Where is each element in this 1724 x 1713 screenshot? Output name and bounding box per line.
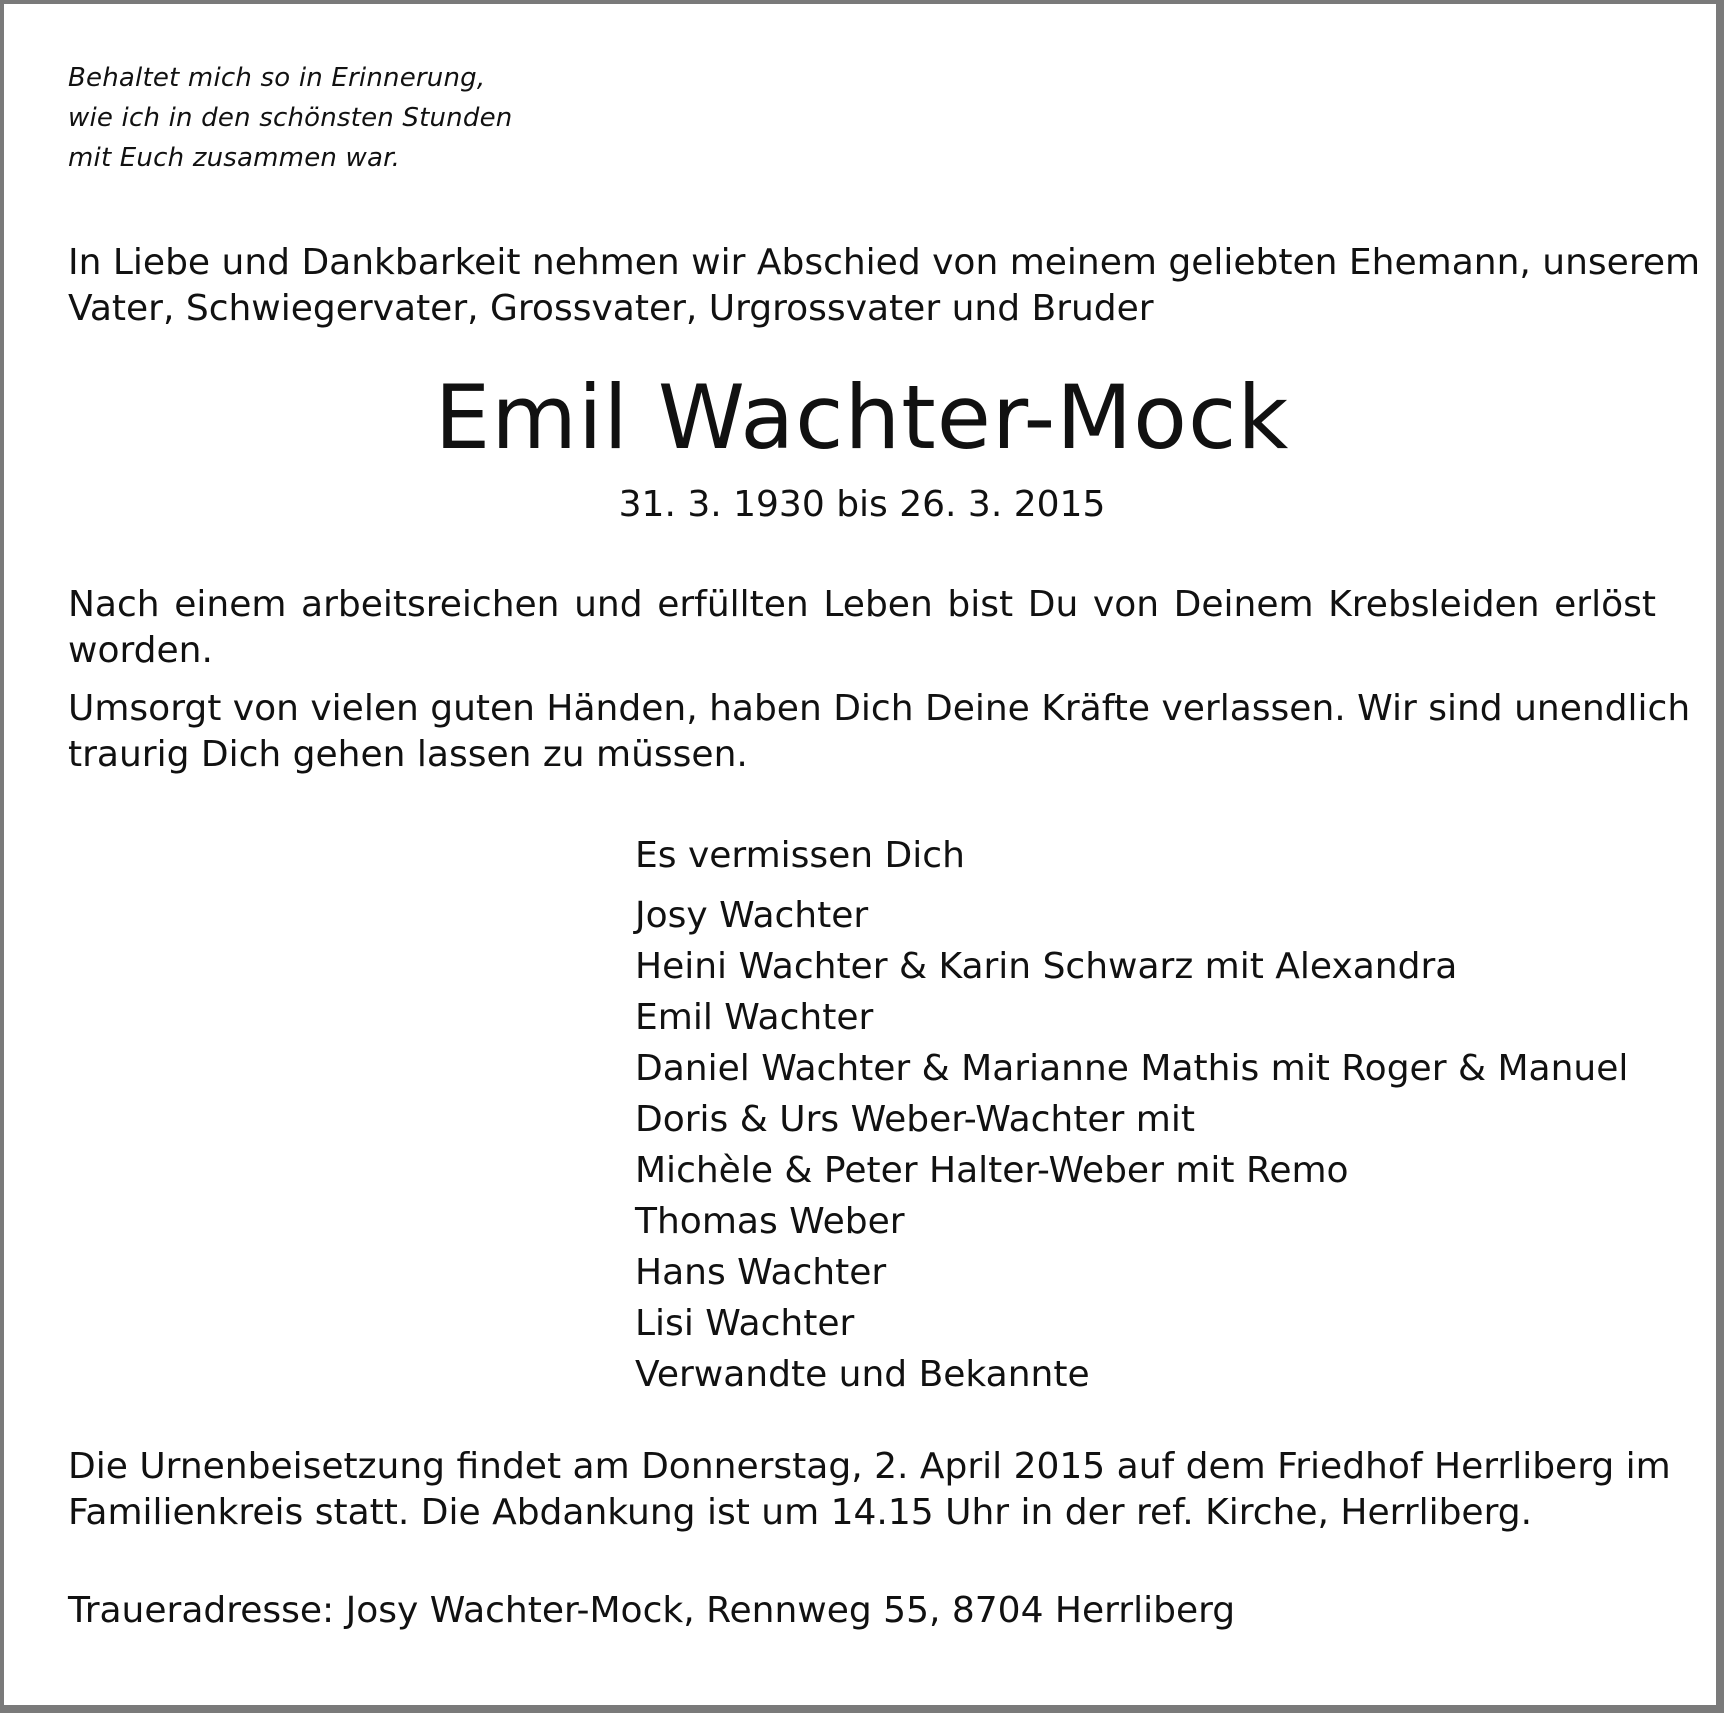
mourning-address-line: Traueradresse: Josy Wachter-Mock, Rennweg 55, 8704 Herrliberg [68, 1590, 1236, 1631]
funeral-info [68, 1444, 1671, 1536]
intro-paragraph [68, 240, 1701, 332]
deceased-name: Emil Wachter-Mock [434, 366, 1290, 469]
motto-line: mit Euch zusammen war. [68, 143, 401, 173]
mourner-name: Lisi Wachter [635, 1303, 855, 1344]
funeral-line: Die Urnenbeisetzung findet am Donnerstag, 2. April 2015 auf dem Friedhof Herrliberg im [68, 1446, 1671, 1487]
mourner-name: Daniel Wachter & Marianne Mathis mit Roger & Manuel [635, 1048, 1629, 1089]
mourner-name: Hans Wachter [635, 1252, 887, 1293]
funeral-line: Familienkreis statt. Die Abdankung ist um 14.15 Uhr in der ref. Kirche, Herrliberg. [68, 1492, 1533, 1533]
mourner-name: Emil Wachter [635, 997, 874, 1038]
mourners-list [635, 830, 1628, 1400]
life-dates: 31. 3. 1930 bis 26. 3. 2015 [618, 484, 1106, 525]
life-paragraph [68, 582, 1656, 674]
life-line: worden. [68, 630, 213, 671]
mourner-name: Doris & Urs Weber-Wachter mit [635, 1099, 1195, 1140]
motto-line: Behaltet mich so in Erinnerung, [68, 63, 486, 93]
motto-line: wie ich in den schönsten Stunden [68, 103, 513, 133]
motto-quote [68, 58, 512, 178]
mourner-name: Verwandte und Bekannte [635, 1354, 1090, 1395]
mourner-name: Josy Wachter [635, 895, 869, 936]
care-line: traurig Dich gehen lassen zu müssen. [68, 734, 748, 775]
care-paragraph [68, 686, 1691, 778]
mourner-name: Michèle & Peter Halter-Weber mit Remo [635, 1150, 1349, 1191]
care-line: Umsorgt von vielen guten Händen, haben Dich Deine Kräfte verlassen. Wir sind unendlich [68, 688, 1691, 729]
mourner-name: Heini Wachter & Karin Schwarz mit Alexandra [635, 946, 1458, 987]
mourners-heading: Es vermissen Dich [635, 835, 965, 876]
mourning-address [68, 1588, 1656, 1634]
life-line: Nach einem arbeitsreichen und erfüllten Leben bist Du von Deinem Krebsleiden erlöst [68, 584, 1656, 625]
intro-line: Vater, Schwiegervater, Grossvater, Urgrossvater und Bruder [68, 288, 1154, 329]
mourner-name: Thomas Weber [635, 1201, 905, 1242]
intro-line: In Liebe und Dankbarkeit nehmen wir Abschied von meinem geliebten Ehemann, unserem [68, 242, 1701, 283]
